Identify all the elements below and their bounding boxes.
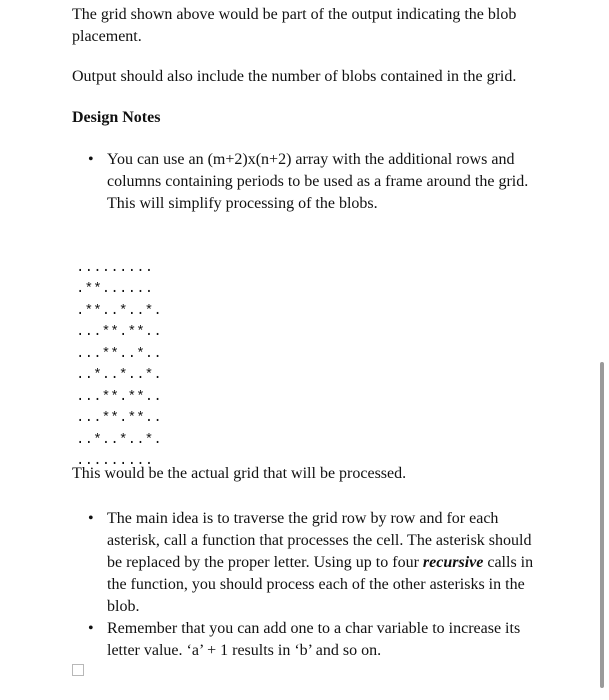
grid-row: .**..*..*. [76,302,163,319]
grid-row: .**...... [76,281,154,297]
list-item-text-before: The main idea is to traverse the grid row by row and for each asterisk, call a function that processes the cell. The asterisk should be replaced by the proper letter. Using up to four [107,510,532,571]
processing-notes-list [0,508,537,662]
framed-grid [76,236,162,473]
grid-row: ...**.**.. [76,388,163,405]
grid-row: ..*..*..*. [76,431,163,448]
paragraph-blob-count: Output should also include the number of blobs contained in the grid. [72,68,517,85]
list-item-array-frame [0,149,547,215]
emphasis-recursive: recursive [422,554,484,571]
paragraph-actual-grid: This would be the actual grid that will be processed. [72,465,407,482]
list-item-traverse [0,508,537,618]
list-item-text-after: calls in the function, you should process each of the other asterisks in the blob. [107,554,534,615]
list-item-text: You can use an (m+2)x(n+2) array with the additional rows and columns containing periods to be used as a frame around the grid. This will simplify processing of the blobs. [107,151,529,212]
list-item-char-increment [0,618,537,662]
bullet-icon: • [88,151,94,168]
list-item-text: Remember that you can add one to a char variable to increase its letter value. ‘a’ + 1 results in ‘b’ and so on. [107,620,521,659]
design-notes-list [0,149,547,215]
grid-row: ......... [76,453,154,469]
grid-row: ......... [76,259,154,276]
checkbox-icon[interactable] [72,664,84,676]
bullet-icon: • [88,620,94,637]
grid-row: ...**.**.. [76,410,163,426]
vertical-scrollbar[interactable] [600,362,604,688]
grid-row: ...**..*.. [76,345,163,362]
bullet-icon: • [88,510,94,527]
section-heading-design-notes: Design Notes [72,109,161,126]
paragraph-grid-output: The grid shown above would be part of the output indicating the blob placement. [72,6,517,45]
grid-row: ...**.**.. [76,324,163,340]
grid-row: ..*..*..*. [76,367,163,383]
